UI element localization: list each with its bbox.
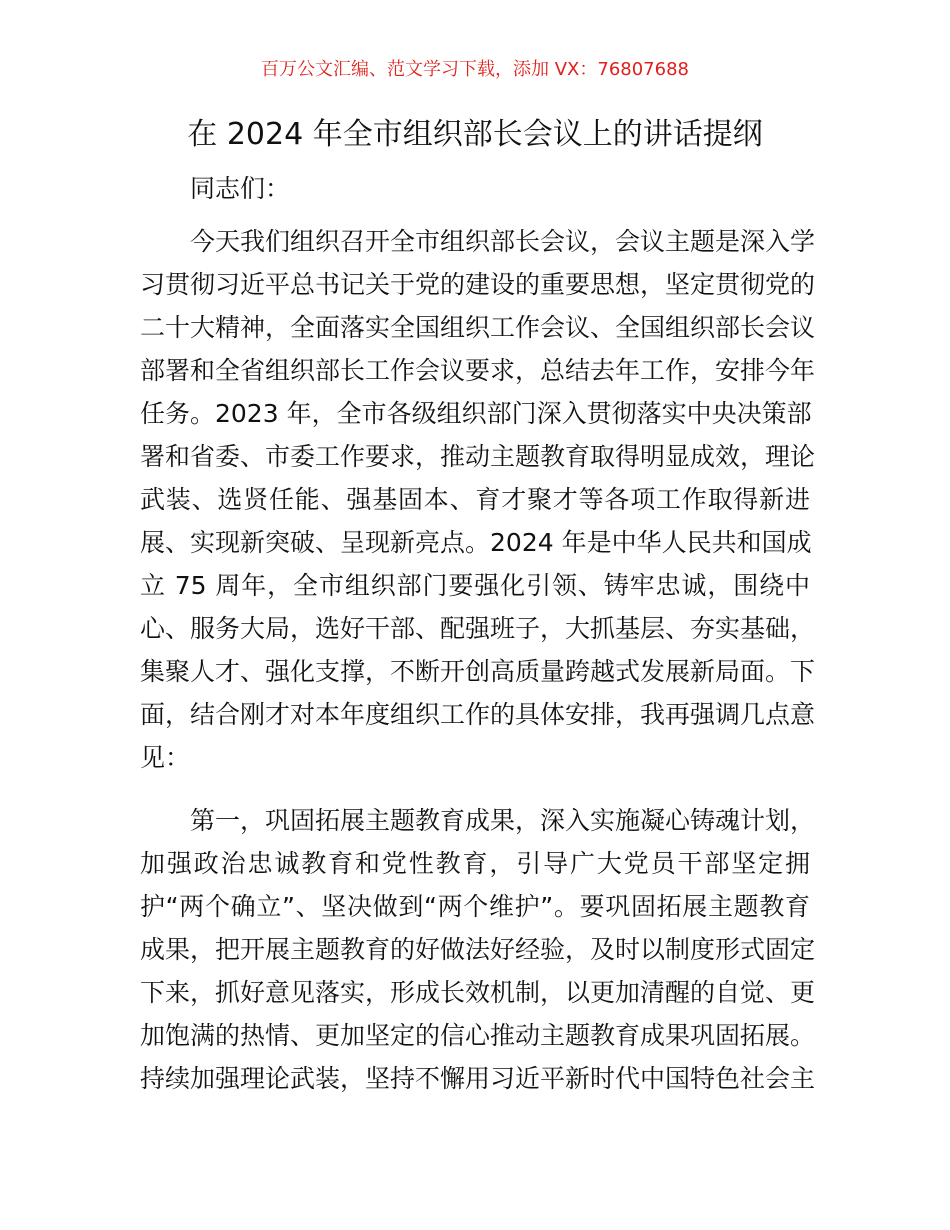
paragraph-line: 心、服务大局，选好干部、配强班子，大抓基层、夯实基础，	[140, 614, 816, 643]
paragraph-line: 武装、选贤任能、强基固本、育才聚才等各项工作取得新进	[140, 485, 810, 514]
paragraph-line: 署和省委、市委工作要求，推动主题教育取得明显成效，理论	[140, 442, 816, 471]
paragraph-line: 下来，抓好意见落实，形成长效机制，以更加清醒的自觉、更	[140, 978, 816, 1007]
paragraph-line: 第一，巩固拓展主题教育成果，深入实施凝心铸魂计划，	[190, 806, 816, 835]
paragraph-line: 持续加强理论武装，坚持不懈用习近平新时代中国特色社会主	[140, 1064, 816, 1093]
paragraph-line: 加强政治忠诚教育和党性教育，引导广大党员干部坚定拥	[140, 849, 810, 878]
paragraph-line: 护“两个确立”、坚决做到“两个维护”。要巩固拓展主题教育	[140, 892, 810, 921]
paragraph-line: 今天我们组织召开全市组织部长会议，会议主题是深入学	[190, 227, 816, 256]
paragraph-line: 集聚人才、强化支撑，不断开创高质量跨越式发展新局面。下	[140, 657, 816, 686]
paragraph-line: 见：	[140, 743, 191, 772]
paragraph-line: 习贯彻习近平总书记关于党的建设的重要思想，坚定贯彻党的	[140, 270, 816, 299]
paragraph-line: 二十大精神，全面落实全国组织工作会议、全国组织部长会议	[140, 313, 816, 342]
paragraph-line: 任务。2023 年，全市各级组织部门深入贯彻落实中央决策部	[140, 399, 812, 428]
paragraph-line: 部署和全省组织部长工作会议要求，总结去年工作，安排今年	[140, 356, 816, 385]
paragraph-line: 加饱满的热情、更加坚定的信心推动主题教育成果巩固拓展。	[140, 1021, 816, 1050]
paragraph-line: 立 75 周年，全市组织部门要强化引领、铸牢忠诚，围绕中	[140, 571, 810, 600]
watermark-header: 百万公文汇编、范文学习下载，添加 VX：76807688	[261, 59, 689, 80]
paragraph-line: 成果，把开展主题教育的好做法好经验，及时以制度形式固定	[140, 935, 816, 964]
paragraph-line: 展、实现新突破、呈现新亮点。2024 年是中华人民共和国成	[140, 528, 812, 557]
salutation: 同志们：	[190, 174, 291, 203]
document-title: 在 2024 年全市组织部长会议上的讲话提纲	[187, 117, 763, 152]
paragraph-line: 面，结合刚才对本年度组织工作的具体安排，我再强调几点意	[140, 700, 816, 729]
